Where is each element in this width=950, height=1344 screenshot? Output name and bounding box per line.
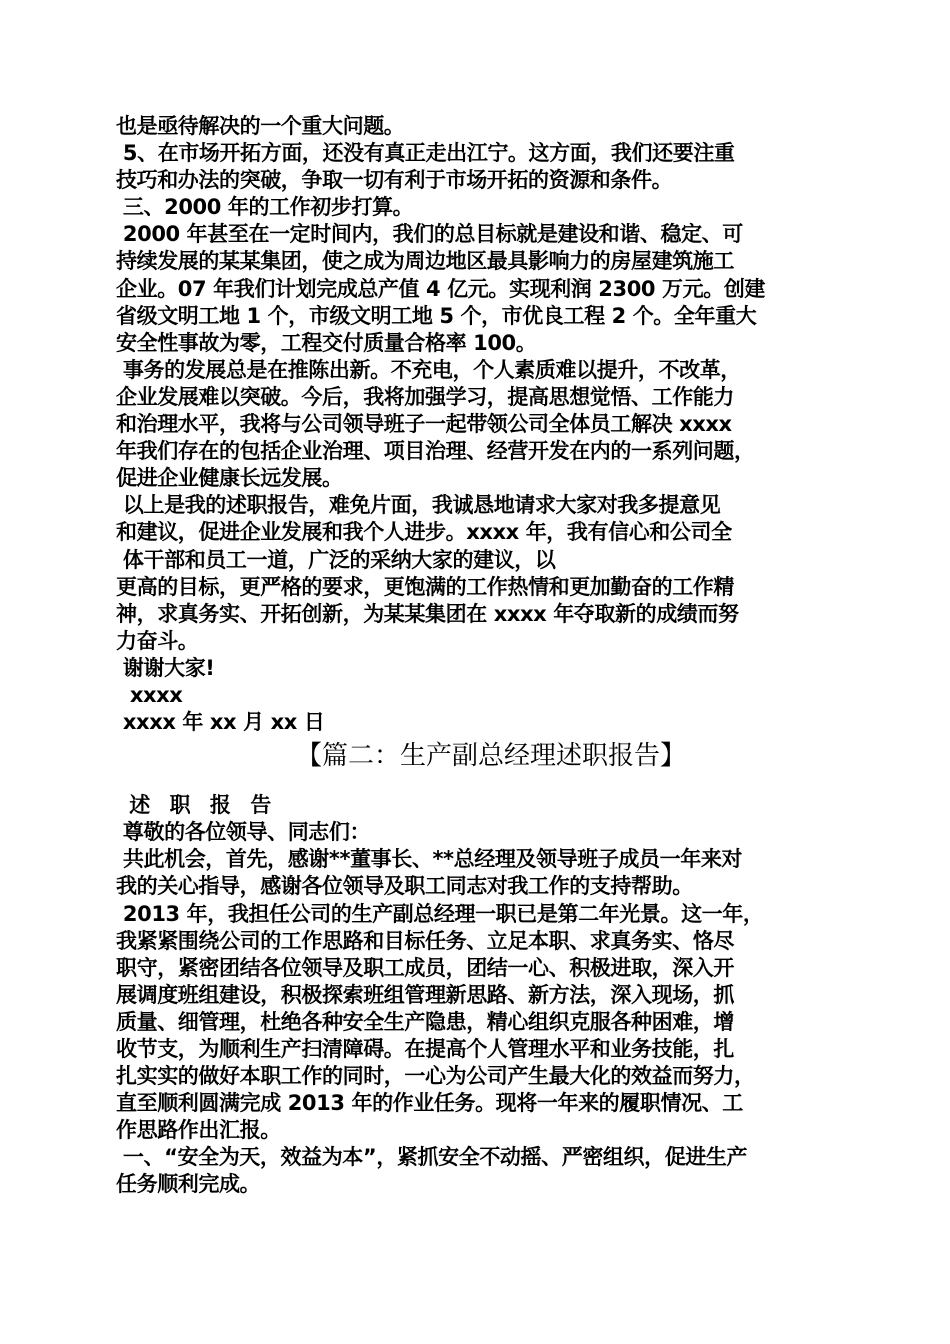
text-line: 2000 年甚至在一定时间内，我们的总目标就是建设和谐、稳定、可: [116, 222, 743, 247]
text-line: 安全性事故为零，工程交付质量合格率 100。: [116, 330, 537, 355]
text-line: 职守，紧密团结各位领导及职工成员，团结一心、积极进取，深入开: [116, 955, 734, 980]
text-line: 体干部和员工一道，广泛的采纳大家的建议，以: [116, 547, 556, 572]
report-title: 述 职 报 告: [116, 793, 278, 818]
text-line: 企业发展难以突破。今后，我将加强学习，提高思想觉悟、工作能力: [116, 384, 734, 409]
text-line: 收节支，为顺利生产扫清障碍。在提高个人管理水平和业务技能，扎: [116, 1037, 734, 1061]
text-line: 共此机会，首先，感谢**董事长、**总经理及领导班子成员一年来对: [116, 847, 743, 872]
text-line: 和建议，促进企业发展和我个人进步。xxxx 年，我有信心和公司全: [116, 520, 732, 545]
text-line: 展调度班组建设，积极探索班组管理新思路、新方法，深入现场，抓: [116, 982, 734, 1007]
text-line: 和治理水平，我将与公司领导班子一起带领公司全体员工解决 xxxx: [116, 412, 732, 437]
text-line: 促进企业健康长远发展。: [116, 466, 343, 491]
text-line: 直至顺利圆满完成 2013 年的作业任务。现将一年来的履职情况、工: [116, 1091, 743, 1116]
text-line: 作思路作出汇报。: [116, 1118, 281, 1143]
salutation: 尊敬的各位领导、同志们：: [116, 820, 371, 845]
text-line: 也是亟待解决的一个重大问题。: [116, 114, 405, 138]
signature-name: xxxx: [116, 682, 183, 707]
section-heading: 【篇二：生产副总经理述职报告】: [295, 741, 686, 772]
text-line: 扎实实的做好本职工作的同时，一心为公司产生最大化的效益而努力，: [116, 1064, 755, 1089]
document-page: [116, 113, 840, 1199]
text-line: 年我们存在的包括企业治理、项目治理、经营开发在内的一系列问题，: [116, 439, 755, 464]
spacer: [116, 774, 840, 792]
text-line: 事务的发展总是在推陈出新。不充电，个人素质难以提升，不改革，: [116, 357, 741, 382]
text-line: 我紧紧围绕公司的工作思路和目标任务、立足本职、求真务实、恪尽: [116, 928, 734, 953]
text-line: 持续发展的某某集团，使之成为周边地区最具影响力的房屋建筑施工: [116, 249, 734, 274]
text-line: 神，求真务实、开拓创新，为某某集团在 xxxx 年夺取新的成绩而努: [116, 601, 739, 626]
text-line: 2013 年，我担任公司的生产副总经理一职已是第二年光景。这一年，: [116, 901, 764, 926]
closing-thanks: 谢谢大家!: [116, 655, 215, 680]
section-two: [116, 792, 840, 1198]
text-line: 力奋斗。: [116, 628, 199, 653]
text-line: 企业。07 年我们计划完成总产值 4 亿元。实现利润 2300 万元。创建: [116, 276, 766, 301]
text-line: 我的关心指导，感谢各位领导及职工同志对我工作的支持帮助。: [116, 874, 693, 899]
text-line: 质量、细管理，杜绝各种安全生产隐患，精心组织克服各种困难，增: [116, 1009, 734, 1034]
text-line: 更高的目标，更严格的要求，更饱满的工作热情和更加勤奋的工作精: [116, 574, 734, 599]
text-line: 技巧和办法的突破，争取一切有利于市场开拓的资源和条件。: [116, 168, 673, 193]
text-line: 三、2000 年的工作初步打算。: [116, 195, 414, 220]
signature-date: xxxx 年 xx 月 xx 日: [116, 710, 325, 735]
text-line: 5、在市场开拓方面，还没有真正走出江宁。这方面，我们还要注重: [116, 141, 735, 166]
text-line: 以上是我的述职报告，难免片面，我诚恳地请求大家对我多提意见: [116, 493, 721, 518]
text-line: 省级文明工地 1 个，市级文明工地 5 个，市优良工程 2 个。全年重大: [116, 303, 757, 328]
text-line: 一、“安全为天，效益为本”，紧抓安全不动摇、严密组织，促进生产: [116, 1145, 748, 1170]
section-one: [116, 113, 840, 736]
text-line: 任务顺利完成。: [116, 1172, 261, 1197]
